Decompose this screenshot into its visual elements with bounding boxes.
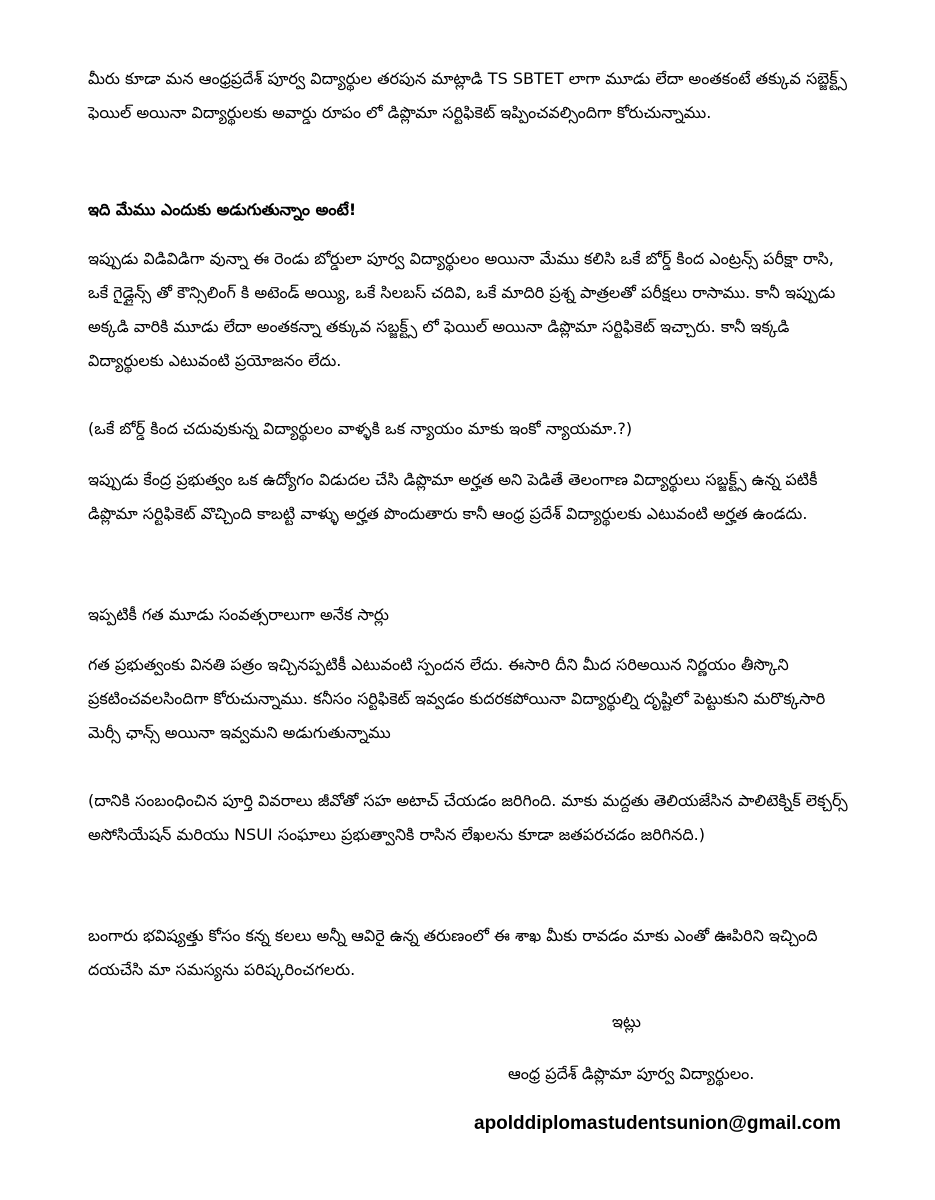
eligibility-paragraph: ఇప్పుడు కేంద్ర ప్రభుత్వం ఒక ఉద్యోగం విడుదల చేసి డిప్లొమా అర్హత అని పెడితే తెలంగాణ విద్యార్థులు సబ్జక్ట్స్ ఉన్న పటికీ డిప్లొమా సర్టిఫికెట్ వొచ్చింది కాబట్టి వాళ్ళు అర్హత పొందుతారు కానీ ఆంధ్ర ప్రదేశ్ విద్యార్థులకు ఎటువంటి అర్హత ఉండదు. — [88, 470, 818, 523]
contact-email: apolddiplomastudentsunion@gmail.com — [474, 1113, 841, 1134]
background-paragraph: ఇప్పుడు విడివిడిగా వున్నా ఈ రెండు బోర్డులా పూర్వ విద్యార్థులం అయినా మేము కలిసి ఒకే బోర్డ్ కింద ఎంట్రన్స్ పరీక్షా రాసి, ఒకే గైడ్లైన్స్ తో కౌన్సిలింగ్ కి అటెండ్ అయ్యి, ఒకే సిలబస్ చదివి, ఒకే మాదిరి ప్రశ్న పాత్రలతో పరీక్షలు రాసాము. కానీ ఇప్పుడు అక్కడి వారికి మూడు లేదా అంతకన్నా తక్కువ సబ్జక్ట్స్ లో ఫెయిల్ అయినా డిప్లొమా సర్టిఫికెట్ ఇచ్చారు. కానీ ఇక్కడి విద్యార్థులకు ఎటువంటి ప్రయోజనం లేదు. — [88, 249, 836, 370]
signature: ఆంధ్ర ప్రదేశ్ డిప్లొమా పూర్వ విద్యార్థులం. — [508, 1064, 755, 1083]
request-paragraph: మీరు కూడా మన ఆంధ్రప్రదేశ్ పూర్వ విద్యార్థుల తరపున మాట్లాడి TS SBTET లాగా మూడు లేదా అంతకంటే తక్కువ సబ్జెక్ట్స్ ఫెయిల్ అయినా విద్యార్థులకు అవార్డు రూపం లో డిప్లొమా సర్టిఫికెట్ ఇప్పించవల్సిందిగా కోరుచున్నాము. — [88, 69, 848, 122]
history-line: ఇప్పటికీ గత మూడు సంవత్సరాలుగా అనేక సార్లు — [88, 605, 389, 624]
attachments-note: (దానికి సంబంధించిన పూర్తి వివరాలు జీవోతో సహ అటాచ్ చేయడం జరిగింది. మాకు మద్దతు తెలియజేసిన పాలిటెక్నిక్ లెక్చర్స్ అసోసియేషన్ మరియు NSUI సంఘాలు ప్రభుత్వానికి రాసిన లేఖలను కూడా జతపరచడం జరిగినది.) — [88, 791, 848, 844]
fairness-question: (ఒకే బోర్డ్ కింద చదువుకున్న విద్యార్థులం వాళ్ళకి ఒక న్యాయం మాకు ఇంకో న్యాయమా.?) — [88, 419, 633, 438]
reason-heading: ఇది మేము ఎందుకు అడుగుతున్నాం అంటే! — [88, 200, 357, 219]
closing-paragraph: బంగారు భవిష్యత్తు కోసం కన్న కలలు అన్నీ ఆవిరై ఉన్న తరుణంలో ఈ శాఖ మీకు రావడం మాకు ఎంతో ఊపిరిని ఇచ్చింది దయచేసి మా సమస్యను పరిష్కరించగలరు. — [88, 926, 818, 979]
closing-salutation: ఇట్లు — [612, 1012, 641, 1031]
appeal-paragraph: గత ప్రభుత్వంకు వినతి పత్రం ఇచ్చినప్పటికీ ఎటువంటి స్పందన లేదు. ఈసారి దీని మీద సరిఅయిన నిర్ణయం తీస్కొని ప్రకటించవలసిందిగా కోరుచున్నాము. కనీసం సర్టిఫికెట్ ఇవ్వడం కుదరకపోయినా విద్యార్థుల్ని దృష్టిలో పెట్టుకుని మరొక్కసారి మెర్సీ ఛాన్స్ అయినా ఇవ్వమని అడుగుతున్నాము — [88, 655, 826, 742]
